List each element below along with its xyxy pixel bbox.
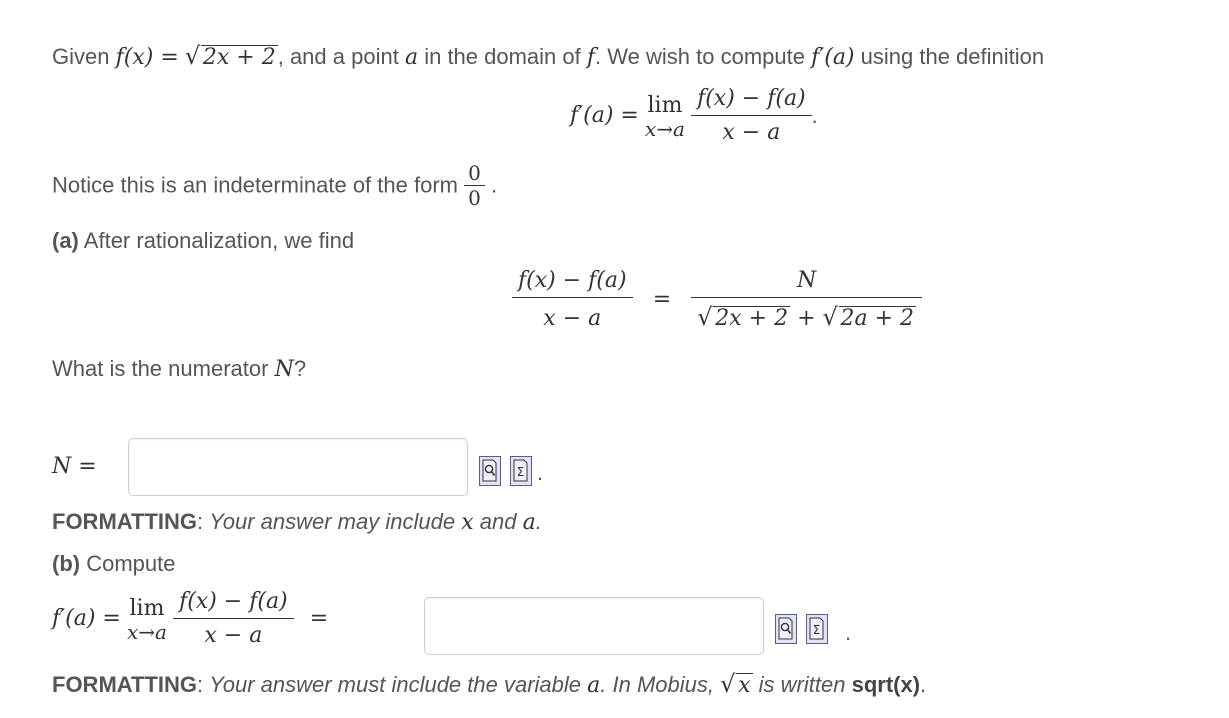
part-b-fmt-label: FORMATTING	[52, 672, 198, 697]
definition-fraction	[691, 86, 812, 146]
svg-text:Σ: Σ	[516, 465, 525, 479]
intro-given: Given	[52, 44, 110, 69]
part-a-rhs-num: N	[797, 268, 817, 293]
part-a-fmt-colon: :	[197, 509, 204, 534]
part-b-answer-trailing: .	[845, 620, 852, 645]
part-a-answer-box	[128, 438, 468, 496]
intro-fprime: f′(a)	[811, 45, 855, 70]
part-a-lhs-fraction	[512, 268, 633, 332]
part-a-answer-trailing: .	[537, 460, 544, 485]
preview-magnifier-icon	[480, 457, 499, 484]
part-a-sqrt1-arg: 2x + 2	[715, 306, 789, 331]
part-a-sqrt2: √ 2a + 2	[822, 303, 915, 331]
part-a-fmt-end: .	[535, 509, 542, 534]
part-b-fmt-text3: is written	[758, 672, 846, 697]
intro-wish-text: We wish to compute	[607, 44, 805, 69]
part-a-rhs-den	[691, 297, 922, 332]
part-a-question-post: ?	[293, 356, 307, 381]
part-a-plus: +	[797, 306, 816, 331]
part-a-fmt-a: a	[522, 510, 536, 535]
intro-var-a: a	[404, 45, 419, 70]
definition-limit	[645, 93, 685, 139]
part-a-lhs-num: f(x) − f(a)	[518, 268, 627, 293]
part-a-fmt-text: Your answer may include	[209, 509, 456, 534]
part-b-equals: =	[309, 606, 329, 631]
part-a-answer-label: N =	[52, 454, 97, 479]
notice-trailing: .	[490, 172, 498, 198]
equation-editor-sigma-icon	[807, 615, 826, 642]
part-a-text: After rationalization, we find	[83, 228, 355, 253]
part-a-equation	[512, 268, 922, 332]
notice-frac-num: 0	[468, 161, 481, 185]
definition-display	[570, 86, 818, 146]
intro-fdef: f(x) =	[115, 45, 179, 70]
part-a-fmt-x: x	[461, 510, 474, 535]
part-b-fmt-sqrt-arg: x	[738, 673, 751, 698]
part-b-denominator: x − a	[173, 618, 294, 649]
part-b-lim-sub: x→a	[126, 620, 167, 644]
part-b-equation	[52, 589, 328, 649]
intro-sqrt: √ 2x + 2	[184, 42, 276, 70]
part-b-text: Compute	[86, 551, 176, 576]
part-b-fmt-sqrt: √ x	[720, 670, 751, 698]
part-b-fmt-text1: Your answer must include the variable	[209, 672, 582, 697]
definition-lim-word: lim	[647, 93, 683, 118]
part-a-question	[52, 356, 306, 383]
definition-denominator: x − a	[691, 115, 812, 146]
part-b-fmt-a: a	[587, 673, 601, 698]
n-answer-input[interactable]	[129, 439, 467, 495]
svg-text:Σ: Σ	[812, 623, 821, 637]
definition-trailing: .	[811, 103, 818, 128]
part-b-equation-editor-button[interactable]	[806, 614, 828, 644]
part-b-answer-box	[424, 597, 764, 655]
intro-domain-text: in the domain of	[424, 44, 581, 69]
intro-var-f: f	[586, 45, 596, 70]
intro-line	[52, 44, 1044, 71]
notice-line	[52, 162, 497, 209]
part-b-fmt-end: .	[920, 672, 927, 697]
part-b-lim-word: lim	[129, 596, 165, 621]
part-b-fmt-colon: :	[197, 672, 204, 697]
part-b-limit	[127, 596, 167, 642]
notice-text: Notice this is an indeterminate of the form	[52, 172, 458, 198]
part-a-sqrt1: √ 2x + 2	[697, 303, 789, 331]
intro-sqrt-arg: 2x + 2	[202, 45, 276, 70]
part-a-lhs-den: x − a	[512, 297, 633, 332]
part-b-numerator: f(x) − f(a)	[179, 589, 288, 614]
part-a-sqrt2-arg: 2a + 2	[840, 306, 915, 331]
definition-lhs: f′(a) =	[570, 103, 639, 128]
definition-lim-sub: x→a	[644, 117, 685, 141]
part-a-preview-button[interactable]	[479, 456, 501, 486]
part-b-fraction	[173, 589, 294, 649]
part-a-question-var: N	[274, 357, 294, 382]
part-a-rhs-fraction	[691, 268, 922, 332]
preview-magnifier-icon	[776, 615, 795, 642]
part-a-fmt-and: and	[479, 509, 517, 534]
fprime-answer-input[interactable]	[425, 598, 763, 654]
equation-editor-sigma-icon	[511, 457, 530, 484]
part-a-label: (a)	[52, 228, 79, 253]
part-a-fmt-label: FORMATTING	[52, 509, 198, 534]
notice-frac-den: 0	[464, 185, 485, 209]
part-b-fmt-code: sqrt(x)	[851, 672, 921, 697]
part-b-preview-button[interactable]	[775, 614, 797, 644]
part-a-formatting	[52, 509, 542, 536]
part-a-question-pre: What is the numerator	[52, 356, 269, 381]
part-b-lhs: f′(a) =	[52, 606, 121, 631]
part-a-heading	[52, 228, 354, 254]
notice-fraction	[464, 162, 485, 209]
part-b-formatting	[52, 672, 926, 699]
part-a-equation-editor-button[interactable]	[510, 456, 532, 486]
part-a-equals: =	[652, 287, 672, 312]
part-b-label: (b)	[52, 551, 81, 576]
part-b-heading	[52, 551, 176, 577]
intro-comma-text: , and a point	[277, 44, 399, 69]
intro-period: .	[595, 44, 602, 69]
part-b-fmt-text2: . In Mobius,	[600, 672, 714, 697]
definition-numerator: f(x) − f(a)	[697, 86, 806, 111]
intro-using-text: using the definition	[860, 44, 1045, 69]
